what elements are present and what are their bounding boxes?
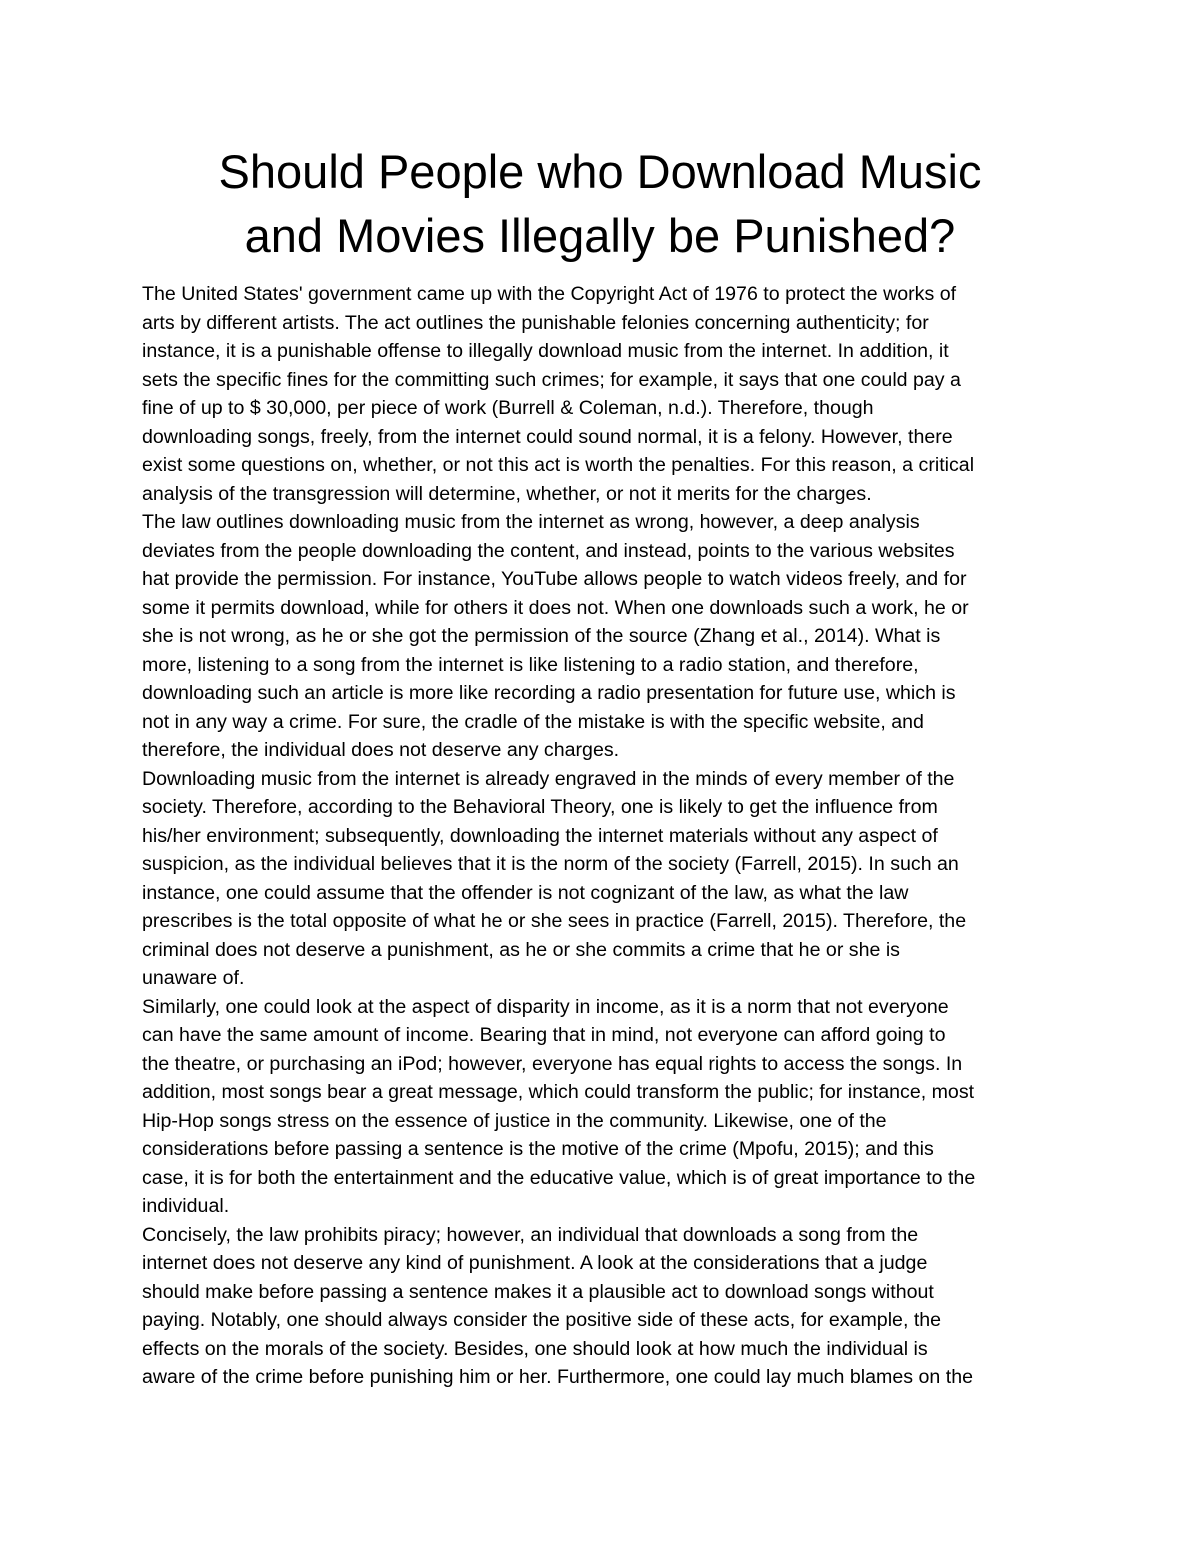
body-text-line: aware of the crime before punishing him or her. Furthermore, one could lay much blames on the bbox=[142, 1366, 973, 1388]
body-text-line: The law outlines downloading music from the internet as wrong, however, a deep analysis bbox=[142, 511, 920, 533]
body-text-line: internet does not deserve any kind of punishment. A look at the considerations that a judge bbox=[142, 1252, 928, 1274]
body-text-line: his/her environment; subsequently, downloading the internet materials without any aspect of bbox=[142, 824, 938, 847]
body-text-line: more, listening to a song from the internet is like listening to a radio station, and therefore, bbox=[142, 653, 919, 676]
body-text-line: sets the specific fines for the committing such crimes; for example, it says that one could pay a bbox=[142, 368, 961, 391]
body-text-line: Downloading music from the internet is already engraved in the minds of every member of the bbox=[142, 767, 955, 790]
body-text-line: effects on the morals of the society. Besides, one should look at how much the individual is bbox=[142, 1337, 928, 1360]
body-text-line: unaware of. bbox=[142, 967, 245, 989]
body-text-line: criminal does not deserve a punishment, as he or she commits a crime that he or she is bbox=[142, 938, 900, 961]
body-text-line: fine of up to $ 30,000, per piece of work (Burrell & Coleman, n.d.). Therefore, though bbox=[142, 397, 874, 419]
body-text-line: some it permits download, while for others it does not. When one downloads such a work, he or bbox=[142, 596, 969, 619]
body-text-line: instance, one could assume that the offender is not cognizant of the law, as what the law bbox=[142, 881, 909, 904]
body-text-line: Similarly, one could look at the aspect of disparity in income, as it is a norm that not everyone bbox=[142, 995, 949, 1018]
body-text-line: paying. Notably, one should always consider the positive side of these acts, for example, the bbox=[142, 1309, 942, 1331]
body-text-line: analysis of the transgression will determine, whether, or not it merits for the charges. bbox=[142, 482, 872, 505]
body-text-line: she is not wrong, as he or she got the permission of the source (Zhang et al., 2014). What is bbox=[142, 625, 941, 647]
body-text-line: The United States' government came up with the Copyright Act of 1976 to protect the works of bbox=[142, 283, 957, 305]
body-text-line: the theatre, or purchasing an iPod; however, everyone has equal rights to access the songs. In bbox=[142, 1052, 963, 1075]
document-title bbox=[100, 140, 1100, 268]
body-text-line: addition, most songs bear a great message, which could transform the public; for instance, most bbox=[142, 1081, 975, 1103]
body-text-line: arts by different artists. The act outlines the punishable felonies concerning authenticity; for bbox=[142, 311, 929, 334]
body-text-line: can have the same amount of income. Bearing that in mind, not everyone can afford going to bbox=[142, 1024, 946, 1046]
body-text-line: society. Therefore, according to the Behavioral Theory, one is likely to get the influence from bbox=[142, 796, 938, 818]
body-text-line: downloading songs, freely, from the internet could sound normal, it is a felony. However, there bbox=[142, 425, 953, 448]
body-text-line: should make before passing a sentence makes it a plausible act to download songs without bbox=[142, 1280, 934, 1303]
body-text-line: therefore, the individual does not deserve any charges. bbox=[142, 739, 620, 761]
body-text-line: deviates from the people downloading the content, and instead, points to the various websites bbox=[142, 539, 955, 562]
body-text-line: case, it is for both the entertainment and the educative value, which is of great importance to the bbox=[142, 1166, 976, 1189]
body-text-line: hat provide the permission. For instance, YouTube allows people to watch videos freely, and for bbox=[142, 568, 967, 590]
body-text-line: downloading such an article is more like recording a radio presentation for future use, which is bbox=[142, 682, 956, 704]
body-text-line: suspicion, as the individual believes that it is the norm of the society (Farrell, 2015). In such an bbox=[142, 853, 959, 875]
body-text-line: exist some questions on, whether, or not this act is worth the penalties. For this reason, a critical bbox=[142, 454, 975, 476]
body-text-line: Hip-Hop songs stress on the essence of justice in the community. Likewise, one of the bbox=[142, 1109, 887, 1132]
title-line: Should People who Download Music bbox=[218, 145, 982, 198]
body-text-line: not in any way a crime. For sure, the cradle of the mistake is with the specific website, and bbox=[142, 710, 924, 733]
document-body bbox=[142, 280, 1072, 1392]
body-text-line: considerations before passing a sentence is the motive of the crime (Mpofu, 2015); and this bbox=[142, 1138, 934, 1160]
body-text-line: prescribes is the total opposite of what he or she sees in practice (Farrell, 2015). Therefore, the bbox=[142, 910, 967, 932]
body-text-line: individual. bbox=[142, 1195, 230, 1217]
title-line: and Movies Illegally be Punished? bbox=[244, 209, 956, 262]
body-text-line: instance, it is a punishable offense to illegally download music from the internet. In addition, it bbox=[142, 340, 949, 362]
body-text-line: Concisely, the law prohibits piracy; however, an individual that downloads a song from the bbox=[142, 1223, 919, 1246]
